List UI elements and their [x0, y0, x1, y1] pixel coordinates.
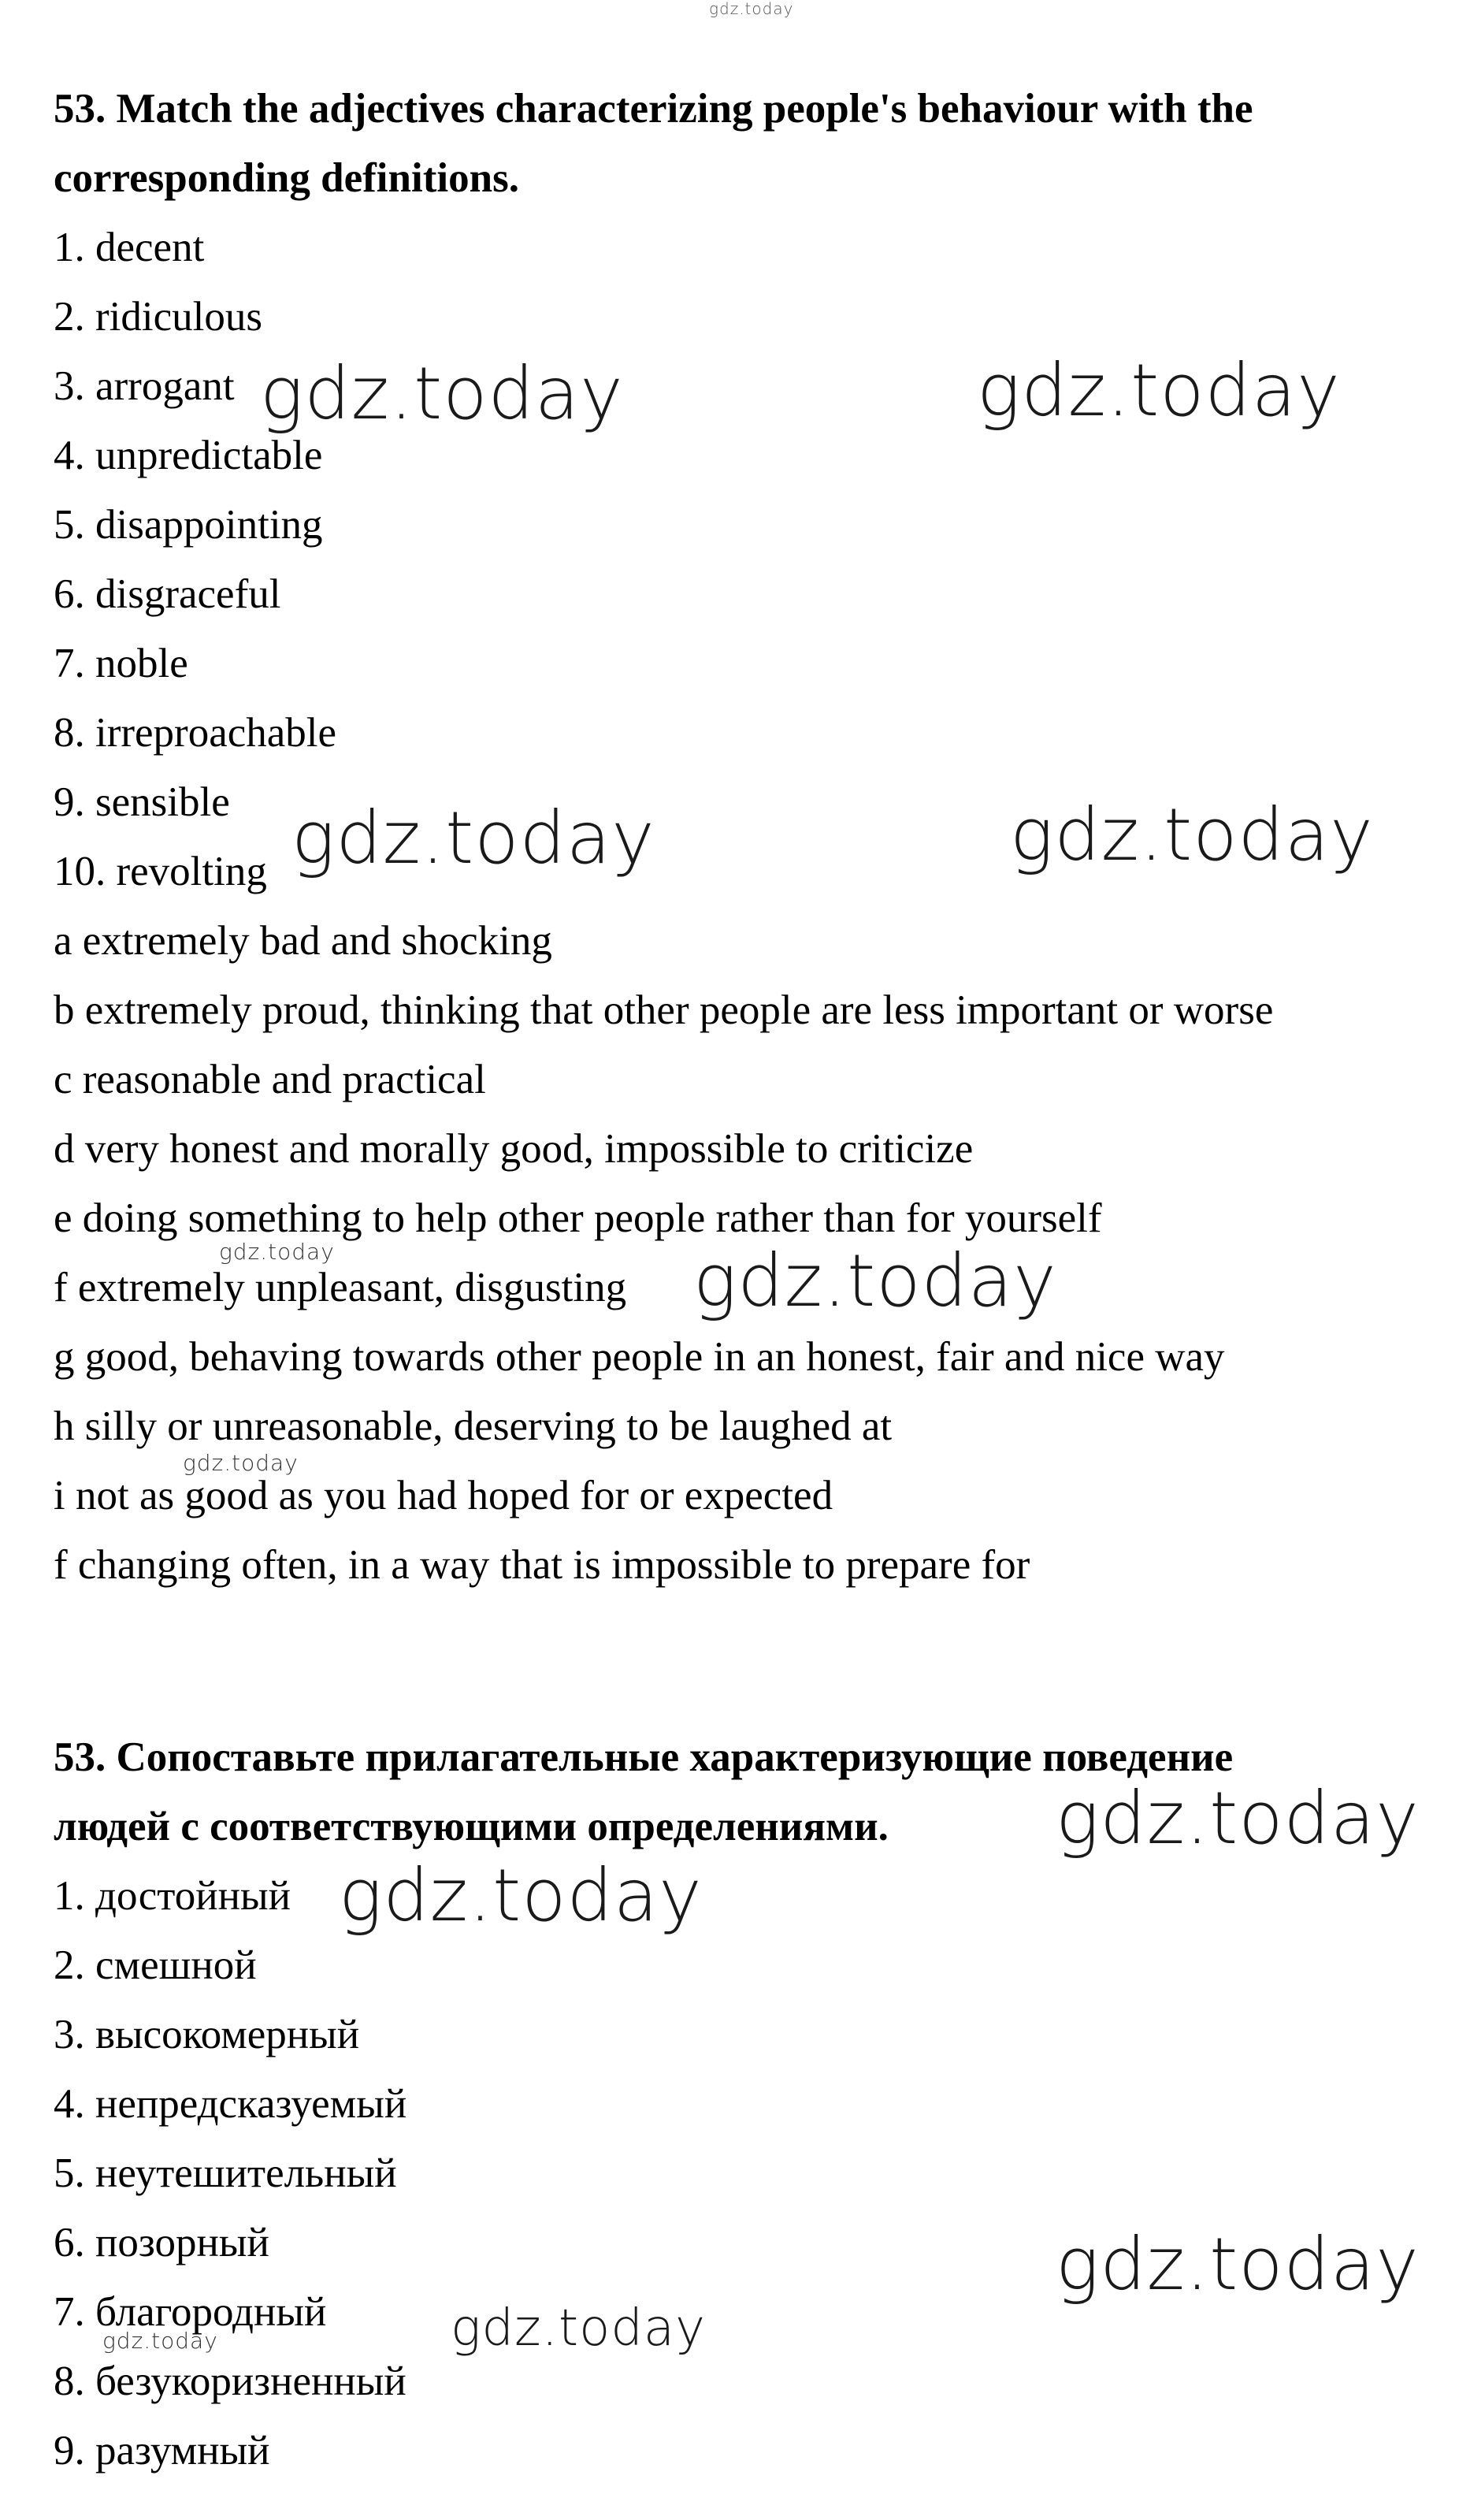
russian-adjective-5: 5. неутешительный [54, 2150, 397, 2196]
english-definition-a: a extremely bad and shocking [54, 918, 552, 964]
russian-title-line-1: 53. Сопоставьте прилагательные характеризующие поведение [54, 1734, 1234, 1780]
watermark-8: gdz.today [1056, 1776, 1420, 1860]
english-definition-h: h silly or unreasonable, deserving to be laughed at [54, 1403, 893, 1449]
watermark-top: gdz.today [709, 0, 794, 18]
russian-adjective-3: 3. высокомерный [54, 2012, 360, 2057]
russian-adjective-8: 8. безукоризненный [54, 2358, 406, 2404]
watermark-9: gdz.today [339, 1853, 703, 1938]
english-definition-e: e doing something to help other people rather than for yourself [54, 1195, 1102, 1241]
english-definition-i: i not as good as you had hoped for or expected [54, 1473, 833, 1518]
english-definition-f: f extremely unpleasant, disgusting [54, 1265, 627, 1310]
russian-adjective-7: 7. благородный [54, 2289, 327, 2335]
watermark-6: gdz.today [693, 1239, 1057, 1323]
english-definition-b: b extremely proud, thinking that other people are less important or worse [54, 987, 1274, 1033]
watermark-3: gdz.today [291, 796, 655, 880]
russian-title-line-2: людей с соответствующими определениями. [54, 1804, 889, 1849]
watermark-5: gdz.today [219, 1239, 335, 1265]
watermark-1: gdz.today [260, 351, 624, 436]
english-adjective-10: 10. revolting [54, 849, 267, 894]
english-adjective-3: 3. arrogant [54, 363, 235, 409]
english-adjective-4: 4. unpredictable [54, 433, 323, 478]
watermark-11: gdz.today [451, 2299, 706, 2358]
watermark-7: gdz.today [183, 1450, 299, 1476]
english-title-line-1: 53. Match the adjectives characterizing people's behaviour with the [54, 86, 1253, 132]
watermark-2: gdz.today [977, 348, 1341, 433]
english-definition-g: g good, behaving towards other people in an honest, fair and nice way [54, 1334, 1225, 1380]
russian-adjective-9: 9. разумный [54, 2428, 270, 2474]
russian-adjective-2: 2. смешной [54, 1942, 257, 1988]
russian-adjective-6: 6. позорный [54, 2220, 269, 2265]
english-definition-d: d very honest and morally good, impossible to criticize [54, 1126, 974, 1172]
english-definition-f2: f changing often, in a way that is impossible to prepare for [54, 1542, 1030, 1588]
english-adjective-7: 7. noble [54, 641, 188, 686]
english-title-line-2: corresponding definitions. [54, 155, 519, 201]
russian-adjective-4: 4. непредсказуемый [54, 2081, 407, 2127]
english-adjective-9: 9. sensible [54, 779, 230, 825]
english-definition-c: c reasonable and practical [54, 1057, 486, 1102]
english-adjective-2: 2. ridiculous [54, 294, 262, 340]
russian-adjective-1: 1. достойный [54, 1873, 291, 1919]
english-adjective-1: 1. decent [54, 225, 205, 270]
watermark-10: gdz.today [1056, 2222, 1420, 2306]
watermark-4: gdz.today [1010, 793, 1374, 877]
english-adjective-6: 6. disgraceful [54, 571, 281, 617]
english-adjective-8: 8. irreproachable [54, 710, 337, 756]
watermark-12: gdz.today [102, 2328, 218, 2354]
english-adjective-5: 5. disappointing [54, 502, 323, 548]
